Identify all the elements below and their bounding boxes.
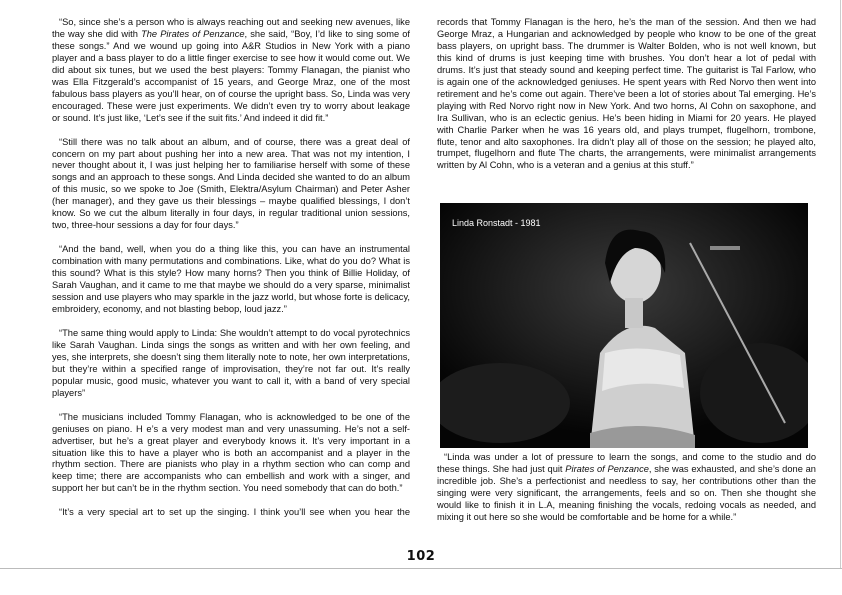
italic-title: Pirates of Penzance bbox=[565, 463, 649, 474]
paragraph: “The musicians included Tommy Flanagan, who is acknowledged to be one of the geniuses on piano. H e’s a very modest man and very unassuming. He’s not a self-advertiser, but he’s a great player and everybody knows it. It’s very important in a situation like this to have a player who is both an accompanist and a player in the rhythm section. There are pianists who play in a rhythm section who can comp and keep time; there are accompanists who can embellish and work with a singer, and support her but can’t be in the rhythm section. You need somebody that can do both.” bbox=[52, 411, 410, 494]
text: , she said, “Boy, I’d like to sing some of these songs.” And we wound up going into A&R Studios in New York with a piano player and a bass player to do a little finger exercise to see how it would come out. We did about six tunes, but we used the best players: Tommy Flanagan, the pianist who was Ella Fitzgerald’s accompanist of 15 years, and George Mraz, one of the most fabulous bass players as you’ll hear, on of course the upright bass. So, Linda was very encouraged. These were just experiments. We didn’t even try to worry about leakage or sound. It’s just like, ‘Let’s see if the suit fits.’ And indeed it did fit.” bbox=[52, 28, 411, 123]
italic-title: The Pirates of Penzance bbox=[141, 28, 245, 39]
paragraph bbox=[437, 452, 816, 524]
paragraph: “Still there was no talk about an album, and of course, there was a great deal of concern on my part about pushing her into a new area. That was not my intention, I never thought about it, I was just helping her to familiarise herself with some of these songs and an approach to these songs. And Linda decided she wanted to do an album of this music, so we spoke to Joe (Smith, Elektra/Asylum Chairman) and Peter Asher (her manager), and they gave us their blessings – maybe qualified blessings, I don’t know. So we cut the album literally in four days, in regular traditional union sessions, two, three-hour sessions a day for four days.” bbox=[52, 136, 410, 231]
text: , she was exhausted, and she’s done an incredible job. She’s a perfectionist and needless to say, her contributions other than the singing were very significant, the arrangements, feels and so on. Then she thought she would like to finish it in L.A, meaning finishing the vocals, redoing vocals as needed, and mixing it out here so she would be comfortable and be home for a while.” bbox=[437, 463, 816, 522]
photo-linda-ronstadt bbox=[440, 203, 808, 448]
paragraph: “It’s a very special art to set up the singing. I think you’ll see when you hear the bbox=[59, 507, 410, 518]
paragraph: “The same thing would apply to Linda: She wouldn’t attempt to do vocal pyrotechnics like Sarah Vaughan. Linda sings the songs as written and with her own feeling, and yes, she interprets, she doesn’t sing them literally note to note, her own interpretations, but they’re within a specified range of improvisation, they’re not far out. It’s really popular music, good music, whatever you want to call it, with a band of very special players” bbox=[52, 327, 410, 398]
photo-label: Linda Ronstadt - 1981 bbox=[452, 218, 541, 228]
text: “So, since she’s a person who is always reaching out and seeking new avenues, like the way she did with bbox=[52, 17, 410, 39]
paragraph bbox=[52, 17, 410, 125]
photo-image bbox=[440, 203, 808, 448]
page-number: 102 bbox=[406, 549, 436, 564]
page-edge-divider bbox=[840, 0, 841, 568]
text: “Linda was under a lot of pressure to learn the songs, and come to the studio and do these things. She had just quit bbox=[437, 452, 816, 474]
paragraph: “And the band, well, when you do a thing like this, you can have an instrumental combination with many permutations and combinations. Like, what do you do? What is this sound? What is this style? How many horns? Then you think of Billie Holiday, of Sarah Vaughan, and it came to me that maybe we should do a very sparse, minimalist session and use players who may sparkle in the jazz world, but whose forte is delicacy, embroidery, economy, and not blasting bebop, loud jazz.” bbox=[52, 244, 410, 314]
paragraph: records that Tommy Flanagan is the hero, he’s the man of the session. And then we had George Mraz, a Hungarian and acknowledged by people who know to be one of the great bass players, on upright bass. The drummer is Walter Bolden, who is not well known, but this kind of drums is just keeping time with brushes. You don’t hear a lot of pedal with drums. It’s just that steady sound and keeping perfect time. The guitarist is Tal Farlow, who is again one of the acknowledged geniuses. He spent years with Red Norvo then went into retirement and he’s come out again. There’ve been a lot of stories about Tal emerging. He’s playing with Red Norvo right now in New York. And two horns, Al Cohn on saxophone, and Ira Sullivan, who is an eclectic genius. He’s been hiding in Miami for 20 years. He played with Charlie Parker when he was 16 years old, and plays trumpet, flugelhorn, trombone, flute, tenor and alto saxophones. Ira didn’t play all of those on the session; he played alto, trumpet, flugelhorn and flute The charts, the arrangements, were minimalist arrangements written by Al Cohn, who is a veteran and a genius at this stuff.” bbox=[437, 17, 816, 171]
left-column bbox=[52, 17, 410, 531]
footer-divider bbox=[0, 568, 842, 569]
right-column bbox=[437, 17, 816, 184]
